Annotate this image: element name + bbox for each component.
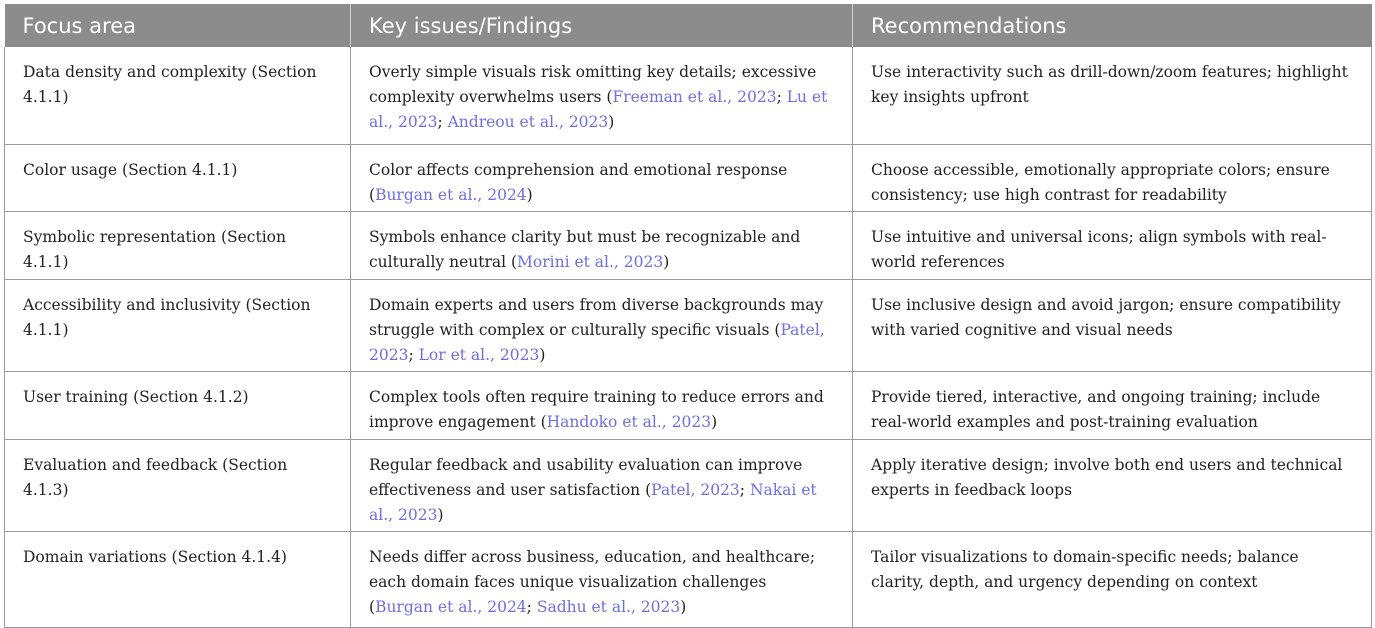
focus-area-cell: Evaluation and feedback (Section 4.1.3) bbox=[5, 439, 351, 531]
table-row bbox=[5, 371, 1372, 439]
table-row bbox=[5, 144, 1372, 211]
recommendation-cell: Choose accessible, emotionally appropriate colors; ensure consistency; use high contrast for readability bbox=[853, 144, 1372, 211]
findings-text: Color affects comprehension and emotional response ( bbox=[369, 160, 788, 204]
table-row bbox=[5, 439, 1372, 531]
header-recommendations: Recommendations bbox=[853, 4, 1372, 47]
table-row bbox=[5, 47, 1372, 144]
findings-cell bbox=[351, 371, 853, 439]
findings-text: Needs differ across business, education, and healthcare; each domain faces unique visualization challenges ( bbox=[369, 547, 816, 616]
focus-area-cell: Color usage (Section 4.1.1) bbox=[5, 144, 351, 211]
citation-link[interactable]: Nakai et al., 2023 bbox=[369, 480, 817, 524]
table-row bbox=[5, 279, 1372, 371]
findings-cell bbox=[351, 144, 853, 211]
citation-link[interactable]: Burgan et al., 2024 bbox=[375, 597, 527, 616]
focus-area-cell: Accessibility and inclusivity (Section 4.1.1) bbox=[5, 279, 351, 371]
citation-link[interactable]: Patel, 2023 bbox=[369, 320, 825, 364]
focus-area-cell: Symbolic representation (Section 4.1.1) bbox=[5, 211, 351, 279]
table-row bbox=[5, 211, 1372, 279]
citation-link[interactable]: Lor et al., 2023 bbox=[418, 345, 540, 364]
findings-text-end: ) bbox=[711, 412, 718, 431]
citation-link[interactable]: Patel, 2023 bbox=[651, 480, 740, 499]
findings-text-end: ) bbox=[539, 345, 546, 364]
findings-cell: Needs differ across business, education, and healthcare; each domain faces unique visualization challenges (Burgan et al., 2024; Sadhu et al., 2023) bbox=[351, 531, 853, 627]
findings-text-end: ) bbox=[663, 252, 670, 271]
findings-cell: Domain experts and users from diverse backgrounds may struggle with complex or culturally specific visuals (Patel, 2023; Lor et al., 2023) bbox=[351, 279, 853, 371]
header-key-issues: Key issues/Findings bbox=[351, 4, 853, 47]
findings-cell: Overly simple visuals risk omitting key details; excessive complexity overwhelms users (Freeman et al., 2023; Lu et al., 2023; Andreou et al., 2023) bbox=[351, 47, 853, 144]
findings-text-end: ) bbox=[680, 597, 687, 616]
recommendation-cell: Tailor visualizations to domain-specific needs; balance clarity, depth, and urgency depending on context bbox=[853, 531, 1372, 627]
findings-text: Overly simple visuals risk omitting key details; excessive complexity overwhelms users ( bbox=[369, 63, 817, 106]
citation-link[interactable]: Freeman et al., 2023 bbox=[612, 88, 777, 106]
focus-area-cell: User training (Section 4.1.2) bbox=[5, 371, 351, 439]
recommendation-cell: Apply iterative design; involve both end users and technical experts in feedback loops bbox=[853, 439, 1372, 531]
findings-text: Domain experts and users from diverse backgrounds may struggle with complex or culturally specific visuals ( bbox=[369, 295, 824, 339]
findings-text-end: ) bbox=[526, 185, 533, 204]
recommendation-cell: Provide tiered, interactive, and ongoing training; include real-world examples and post-training evaluation bbox=[853, 371, 1372, 439]
citation-link[interactable]: Morini et al., 2023 bbox=[517, 252, 664, 271]
recommendation-cell: Use intuitive and universal icons; align symbols with real-world references bbox=[853, 211, 1372, 279]
recommendation-cell: Use inclusive design and avoid jargon; ensure compatibility with varied cognitive and visual needs bbox=[853, 279, 1372, 371]
recommendation-cell: Use interactivity such as drill-down/zoom features; highlight key insights upfront bbox=[853, 47, 1372, 144]
citation-link[interactable]: Andreou et al., 2023 bbox=[447, 113, 609, 131]
citation-link[interactable]: Handoko et al., 2023 bbox=[546, 412, 712, 431]
findings-text-end: ) bbox=[437, 505, 444, 524]
findings-text: Regular feedback and usability evaluation can improve effectiveness and user satisfaction ( bbox=[369, 455, 803, 499]
findings-text-end: ) bbox=[608, 113, 615, 131]
table-row bbox=[5, 531, 1372, 627]
recommendations-table bbox=[4, 4, 1372, 628]
focus-area-cell: Data density and complexity (Section 4.1.1) bbox=[5, 47, 351, 144]
findings-text: Complex tools often require training to reduce errors and improve engagement ( bbox=[369, 387, 824, 431]
findings-cell bbox=[351, 211, 853, 279]
header-focus-area: Focus area bbox=[5, 4, 351, 47]
citation-link[interactable]: Lu et al., 2023 bbox=[369, 88, 828, 131]
findings-text: Symbols enhance clarity but must be recognizable and culturally neutral ( bbox=[369, 227, 801, 271]
table-header-row bbox=[5, 4, 1372, 47]
citation-link[interactable]: Burgan et al., 2024 bbox=[375, 185, 527, 204]
focus-area-cell: Domain variations (Section 4.1.4) bbox=[5, 531, 351, 627]
citation-link[interactable]: Sadhu et al., 2023 bbox=[536, 597, 681, 616]
findings-cell: Regular feedback and usability evaluation can improve effectiveness and user satisfaction (Patel, 2023; Nakai et al., 2023) bbox=[351, 439, 853, 531]
